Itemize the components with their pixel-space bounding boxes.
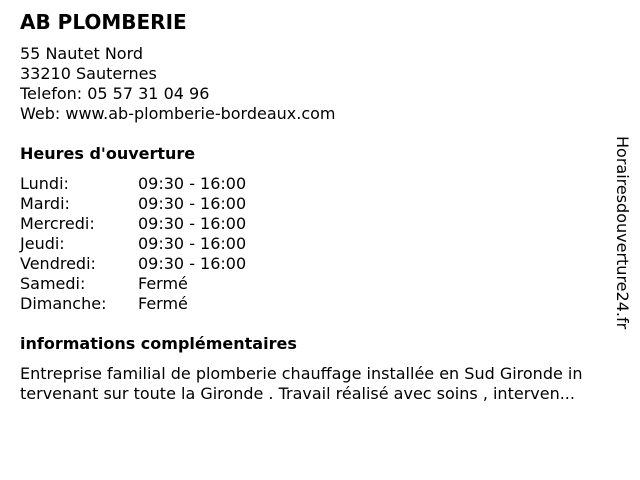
hours-day: Dimanche: [20, 294, 107, 313]
hours-row-monday [20, 174, 246, 194]
city-postcode: 33210 Sauternes [20, 64, 157, 83]
opening-hours-table [20, 174, 246, 314]
hours-row-friday [20, 254, 246, 274]
hours-time: Fermé [138, 294, 188, 313]
hours-day: Mercredi: [20, 214, 95, 233]
hours-time: Fermé [138, 274, 188, 293]
hours-row-tuesday [20, 194, 246, 214]
description-line: tervenant sur toute la Gironde . Travail réalisé avec soins , interven... [20, 384, 575, 403]
hours-row-saturday [20, 274, 246, 294]
website: Web: www.ab-plomberie-bordeaux.com [20, 104, 336, 123]
hours-row-wednesday [20, 214, 246, 234]
site-watermark: Horairesdouverture24.fr [613, 136, 632, 330]
hours-time: 09:30 - 16:00 [138, 234, 247, 253]
hours-time: 09:30 - 16:00 [138, 194, 247, 213]
opening-hours-heading: Heures d'ouverture [20, 144, 196, 163]
hours-time: 09:30 - 16:00 [138, 254, 247, 273]
business-description [20, 364, 632, 404]
business-name: AB PLOMBERIE [20, 10, 187, 34]
street-address: 55 Nautet Nord [20, 44, 144, 63]
hours-day: Samedi: [20, 274, 86, 293]
hours-day: Vendredi: [20, 254, 96, 273]
additional-info-heading: informations complémentaires [20, 334, 297, 353]
hours-day: Lundi: [20, 174, 69, 193]
phone-number: Telefon: 05 57 31 04 96 [20, 84, 210, 103]
hours-time: 09:30 - 16:00 [138, 214, 247, 233]
address-block [20, 44, 336, 124]
hours-row-sunday [20, 294, 246, 314]
hours-day: Mardi: [20, 194, 70, 213]
hours-time: 09:30 - 16:00 [138, 174, 247, 193]
hours-row-thursday [20, 234, 246, 254]
hours-day: Jeudi: [20, 234, 65, 253]
description-line: Entreprise familial de plomberie chauffage installée en Sud Gironde in [20, 364, 583, 383]
